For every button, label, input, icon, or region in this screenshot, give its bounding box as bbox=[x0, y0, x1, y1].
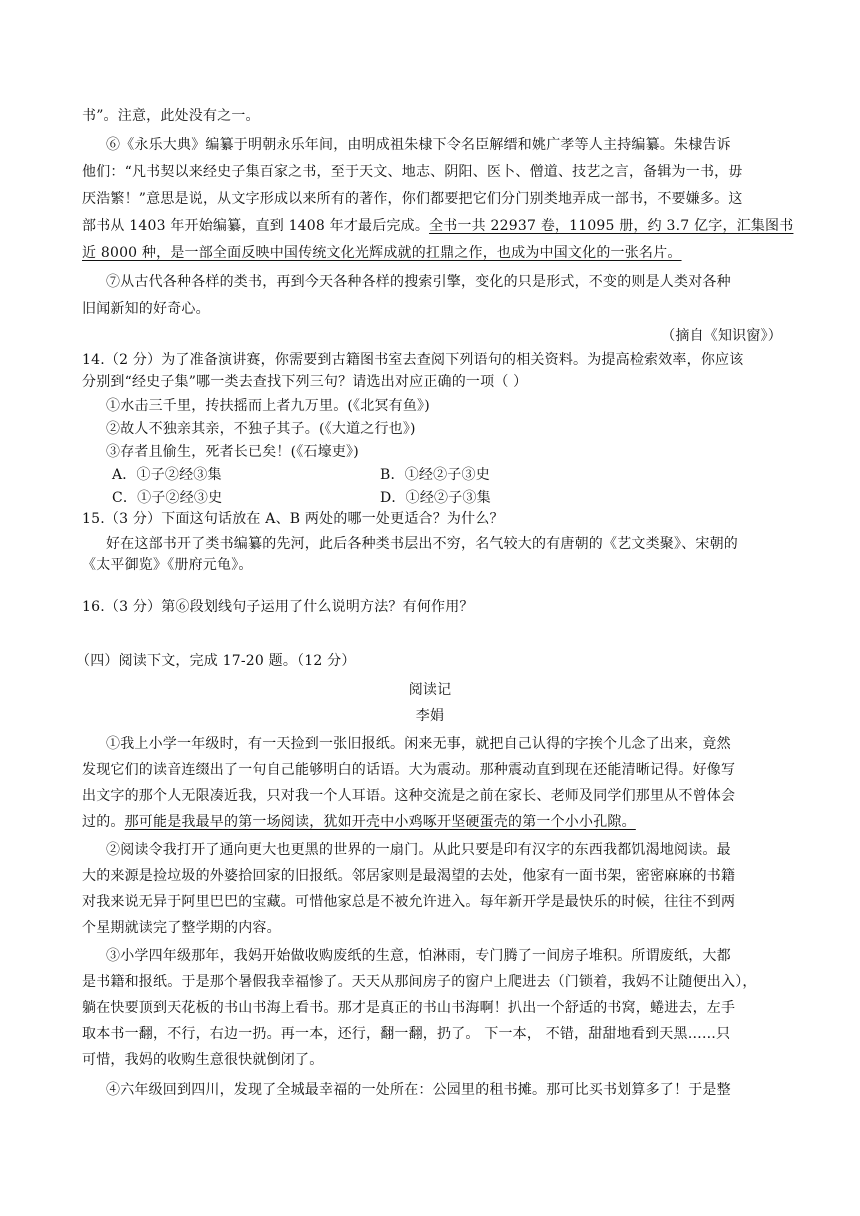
paragraph-continuation: 书”。注意，此处没有之一。 bbox=[82, 108, 260, 124]
article-p2-line-1: ②阅读令我打开了通向更大也更黑的世界的一扇门。从此只要是印有汉字的东西我都饥渴地阅读。最 bbox=[106, 842, 731, 858]
paragraph-6-text: 部书从 1403 年开始编纂，直到 1408 年才最后完成。 bbox=[82, 218, 430, 234]
paragraph-6-line-1: ⑥《永乐大典》编纂于明朝永乐年间，由明成祖朱棣下令名臣解缙和姚广孝等人主持编纂。朱棣告诉 bbox=[106, 137, 731, 153]
question-16: 16.（3 分）第⑥段划线句子运用了什么说明方法？有何作用？ bbox=[82, 599, 474, 615]
paragraph-7-line-2: 旧闻新知的好奇心。 bbox=[82, 301, 210, 317]
article-p3-line-4: 取本书一翻，不行，右边一扔。再一本，还行，翻一翻，扔了。 下一本， 不错，甜甜地看到天黑……只 bbox=[82, 1026, 731, 1042]
article-p1-line-2: 发现它们的读音连缀出了一句自己能够明白的话语。大为震动。那种震动直到现在还能清晰记得。好像写 bbox=[82, 762, 736, 778]
article-p3-line-3: 躺在快要顶到天花板的书山书海上看书。那才是真正的书山书海啊！扒出一个舒适的书窝，蜷进去，左手 bbox=[82, 1000, 736, 1016]
article-p1-line-4 bbox=[82, 812, 782, 832]
paragraph-7-line-1: ⑦从古代各种各样的类书，再到今天各种各样的搜索引擎，变化的只是形式，不变的则是人类对各种 bbox=[106, 274, 731, 290]
article-author: 李娟 bbox=[415, 708, 445, 724]
option-d: D．①经②子③集 bbox=[380, 490, 491, 506]
article-p2-line-4: 个星期就读完了整学期的内容。 bbox=[82, 920, 281, 936]
question-15-line-1: 15.（3 分）下面这句话放在 A、B 两处的哪一处更适合？为什么？ bbox=[82, 511, 504, 527]
article-p3-line-2: 是书籍和报纸。于是那个暑假我幸福惨了。天天从那间房子的窗户上爬进去（门锁着，我妈不让随便出入）， bbox=[82, 974, 757, 990]
source-attribution: （摘自《知识窗》） bbox=[661, 328, 782, 344]
article-p1-text: 过的。 bbox=[82, 814, 125, 830]
paragraph-6-line-3: 厌浩繁！”意思是说，从文字形成以来所有的著作，你们都要把它们分门别类地弄成一部书，不要嫌多。这 bbox=[82, 191, 743, 207]
option-c: C．①子②经③史 bbox=[112, 490, 223, 506]
article-p3-line-5: 可惜，我妈的收购生意很快就倒闭了。 bbox=[82, 1052, 324, 1068]
question-14-sentence-2: ②故人不独亲其亲，不独子其子。(《大道之行也》) bbox=[106, 421, 416, 437]
article-p1-line-1: ①我上小学一年级时，有一天捡到一张旧报纸。闲来无事，就把自己认得的字挨个儿念了出来，竟然 bbox=[106, 736, 731, 752]
paragraph-6-line-2: 他们：“凡书契以来经史子集百家之书，至于天文、地志、阴阳、医卜、僧道、技艺之言，备辑为一书，毋 bbox=[82, 164, 743, 180]
article-p2-line-3: 对我来说无异于阿里巴巴的宝藏。可惜他家总是不被允许进入。每年新开学是最快乐的时候，往往不到两 bbox=[82, 894, 736, 910]
option-b: B．①经②子③史 bbox=[380, 467, 490, 483]
question-14-sentence-1: ①水击三千里，抟扶摇而上者九万里。(《北冥有鱼》) bbox=[106, 398, 430, 414]
option-a: A．①子②经③集 bbox=[112, 467, 222, 483]
question-14-sentence-3: ③存者且偷生，死者长已矣！(《石壕吏》) bbox=[106, 444, 359, 460]
underlined-sentence-end: 近 8000 种，是一部全面反映中国传统文化光辉成就的扛鼎之作，也成为中国文化的一张名片。 bbox=[82, 245, 682, 261]
question-15-line-3: 《太平御览》《册府元龟》。 bbox=[82, 557, 253, 573]
article-p4-line-1: ④六年级回到四川，发现了全城最幸福的一处所在：公园里的租书摊。那可比买书划算多了！于是整 bbox=[106, 1082, 731, 1098]
article-underlined-sentence: 那可能是我最早的第一场阅读，犹如开壳中小鸡啄开坚硬蛋壳的第一个小小孔隙。 bbox=[124, 814, 636, 830]
article-title: 阅读记 bbox=[408, 682, 452, 698]
article-p3-line-1: ③小学四年级那年，我妈开始做收购废纸的生意，怕淋雨，专门腾了一间房子堆积。所谓废纸，大都 bbox=[106, 948, 731, 964]
article-p2-line-2: 大的来源是捡垃圾的外婆拾回家的旧报纸。邻居家则是最渴望的去处，他家有一面书架，密密麻麻的书籍 bbox=[82, 868, 736, 884]
article-p1-line-3: 出文字的那个人无限凑近我，只对我一个人耳语。这种交流是之前在家长、老师及同学们那里从不曾体会 bbox=[82, 788, 736, 804]
question-14-line-1: 14.（2 分）为了准备演讲赛，你需要到古籍图书室去查阅下列语句的相关资料。为提高检索效率，你应该 bbox=[82, 352, 744, 368]
section-4-heading: （四）阅读下文，完成 17-20 题。（12 分） bbox=[76, 653, 356, 669]
question-14-line-2: 分别到“经史子集”哪一类去查找下列三句？请选出对应正确的一项（ ） bbox=[82, 374, 528, 390]
underlined-sentence: 全书一共 22937 卷，11095 册，约 3.7 亿字，汇集图书 bbox=[429, 218, 794, 234]
question-15-line-2: 好在这部书开了类书编纂的先河，此后各种类书层出不穷，名气较大的有唐朝的《艺文类聚》、宋朝的 bbox=[106, 536, 738, 552]
paragraph-6-line-4 bbox=[82, 216, 794, 236]
